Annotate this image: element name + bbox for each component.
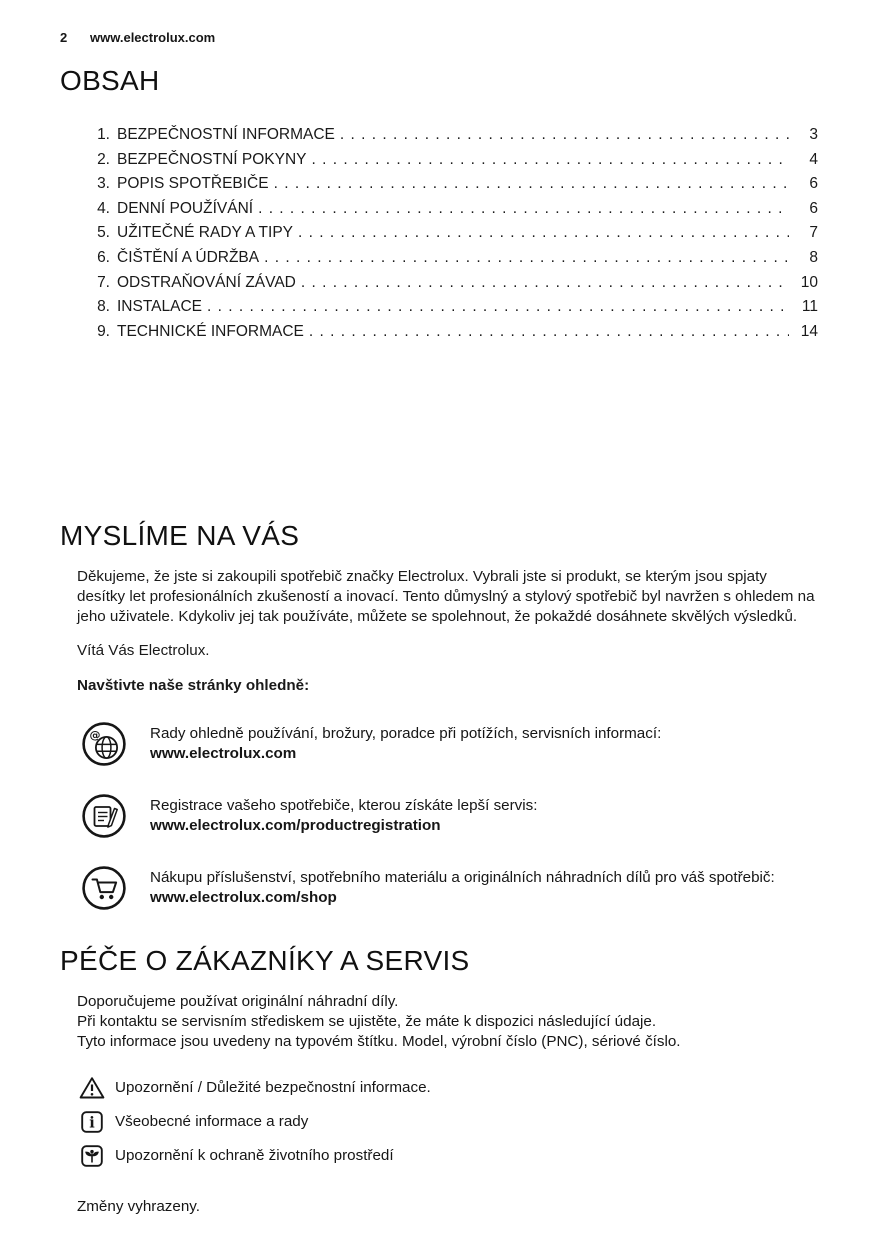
toc-item[interactable] [88, 148, 818, 173]
link-row-website [81, 719, 818, 767]
note-text: Všeobecné informace a rady [115, 1113, 309, 1131]
toc-item-page: 6 [809, 199, 818, 217]
toc-item-label: INSTALACE [117, 298, 202, 316]
link-row-registration [81, 791, 818, 839]
care-line: Při kontaktu se servisním střediskem se ujistěte, že máte k dispozici následující údaje. [77, 1012, 657, 1030]
link-desc: Nákupu příslušenství, spotřebního materiálu a originálních náhradních dílů pro váš spotřebič: [150, 869, 775, 887]
toc-item-number: 5. [97, 224, 110, 242]
toc-item-label: BEZPEČNOSTNÍ POKYNY [117, 150, 307, 168]
note-row-info [79, 1109, 818, 1134]
page-number: 2 [60, 30, 68, 45]
running-header [60, 30, 818, 45]
toc-item[interactable] [88, 320, 818, 345]
toc-item[interactable] [88, 295, 818, 320]
dot-leader [264, 246, 789, 271]
note-text: Upozornění k ochraně životního prostředí [115, 1147, 394, 1165]
note-row-eco [79, 1143, 818, 1168]
toc-item[interactable] [88, 123, 818, 148]
site-name: www.electrolux.com [90, 30, 216, 45]
care-lines [77, 992, 818, 1051]
toc-item-number: 3. [97, 175, 110, 193]
toc-item-page: 4 [809, 150, 818, 168]
dot-leader [309, 320, 789, 345]
toc-item-number: 2. [97, 150, 110, 168]
legend-notes [79, 1075, 818, 1168]
link-url[interactable]: www.electrolux.com/productregistration [150, 817, 441, 835]
svg-text:i: i [89, 1113, 95, 1131]
dot-leader [274, 172, 789, 197]
dot-leader [311, 148, 789, 173]
link-url[interactable]: www.electrolux.com/shop [150, 889, 337, 907]
section-customer-care [60, 945, 818, 1215]
welcome-line: Vítá Vás Electrolux. [77, 642, 210, 660]
registration-icon [81, 793, 127, 839]
link-desc: Rady ohledně používání, brožury, poradce při potížích, servisních informací: [150, 725, 662, 743]
dot-leader [258, 197, 789, 222]
toc-item-label: BEZPEČNOSTNÍ INFORMACE [117, 126, 335, 143]
warning-icon [79, 1075, 105, 1100]
toc-item[interactable] [88, 221, 818, 246]
toc-title: OBSAH [60, 65, 160, 96]
intro-paragraph: Děkujeme, že jste si zakoupili spotřebič značky Electrolux. Vybrali jste si produkt, se kterým jsou spjaty desítky let profesionálních zkušeností a inovací. Tento důmyslný a stylový spotřebič byl navržen s ohledem na jeho uživatele. Kdykoliv jej tak používáte, můžete se spolehnout, že pokaždé dosáhnete skvělých výsledků. [77, 568, 815, 625]
section-title: PÉČE O ZÁKAZNÍKY A SERVIS [60, 945, 470, 977]
toc-item[interactable] [88, 172, 818, 197]
link-url[interactable]: www.electrolux.com [150, 745, 297, 763]
link-desc: Registrace vašeho spotřebiče, kterou získáte lepší servis: [150, 797, 538, 815]
subject-to-change-note: Změny vyhrazeny. [77, 1198, 200, 1216]
toc-item-page: 6 [809, 175, 818, 193]
toc-item-label: POPIS SPOTŘEBIČE [117, 175, 269, 193]
toc-item-page: 3 [809, 126, 818, 143]
care-line: Doporučujeme používat originální náhradní díly. [77, 993, 399, 1011]
toc-item-number: 8. [97, 298, 110, 316]
svg-text:@: @ [89, 728, 101, 742]
eco-icon [79, 1143, 105, 1168]
link-row-shop [81, 863, 818, 911]
toc-item-label: TECHNICKÉ INFORMACE [117, 322, 304, 340]
toc-item-label: ODSTRAŇOVÁNÍ ZÁVAD [117, 273, 296, 291]
dot-leader [301, 271, 789, 296]
toc-item-page: 14 [800, 322, 818, 340]
toc-item-label: DENNÍ POUŽÍVÁNÍ [117, 199, 254, 217]
toc-item-label: UŽITEČNÉ RADY A TIPY [117, 224, 294, 242]
toc-list [60, 123, 818, 344]
dot-leader [207, 295, 789, 320]
toc-item-label: ČIŠTĚNÍ A ÚDRŽBA [117, 248, 260, 266]
toc-item-page: 8 [809, 248, 818, 266]
globe-icon [81, 721, 127, 767]
toc-item[interactable] [88, 246, 818, 271]
toc-item[interactable] [88, 271, 818, 296]
toc-item-number: 7. [97, 273, 110, 291]
care-line: Tyto informace jsou uvedeny na typovém štítku. Model, výrobní číslo (PNC), sériové číslo. [77, 1032, 681, 1050]
dot-leader [340, 123, 789, 148]
note-row-warning [79, 1075, 818, 1100]
toc-item-page: 10 [800, 273, 818, 291]
toc-item[interactable] [88, 197, 818, 222]
info-icon [79, 1109, 105, 1134]
toc-item-number: 9. [97, 322, 110, 340]
toc-item-page: 7 [809, 224, 818, 242]
section-we-think-of-you [60, 520, 818, 911]
dot-leader [298, 221, 789, 246]
toc-item-page: 11 [801, 298, 818, 316]
visit-line: Navštivte naše stránky ohledně: [77, 676, 310, 694]
note-text: Upozornění / Důležité bezpečnostní informace. [115, 1079, 431, 1097]
toc-item-number: 4. [97, 199, 110, 217]
toc-item-number: 6. [97, 248, 110, 266]
toc-item-number: 1. [97, 126, 110, 143]
cart-icon [81, 865, 127, 911]
section-title: MYSLÍME NA VÁS [60, 520, 300, 552]
